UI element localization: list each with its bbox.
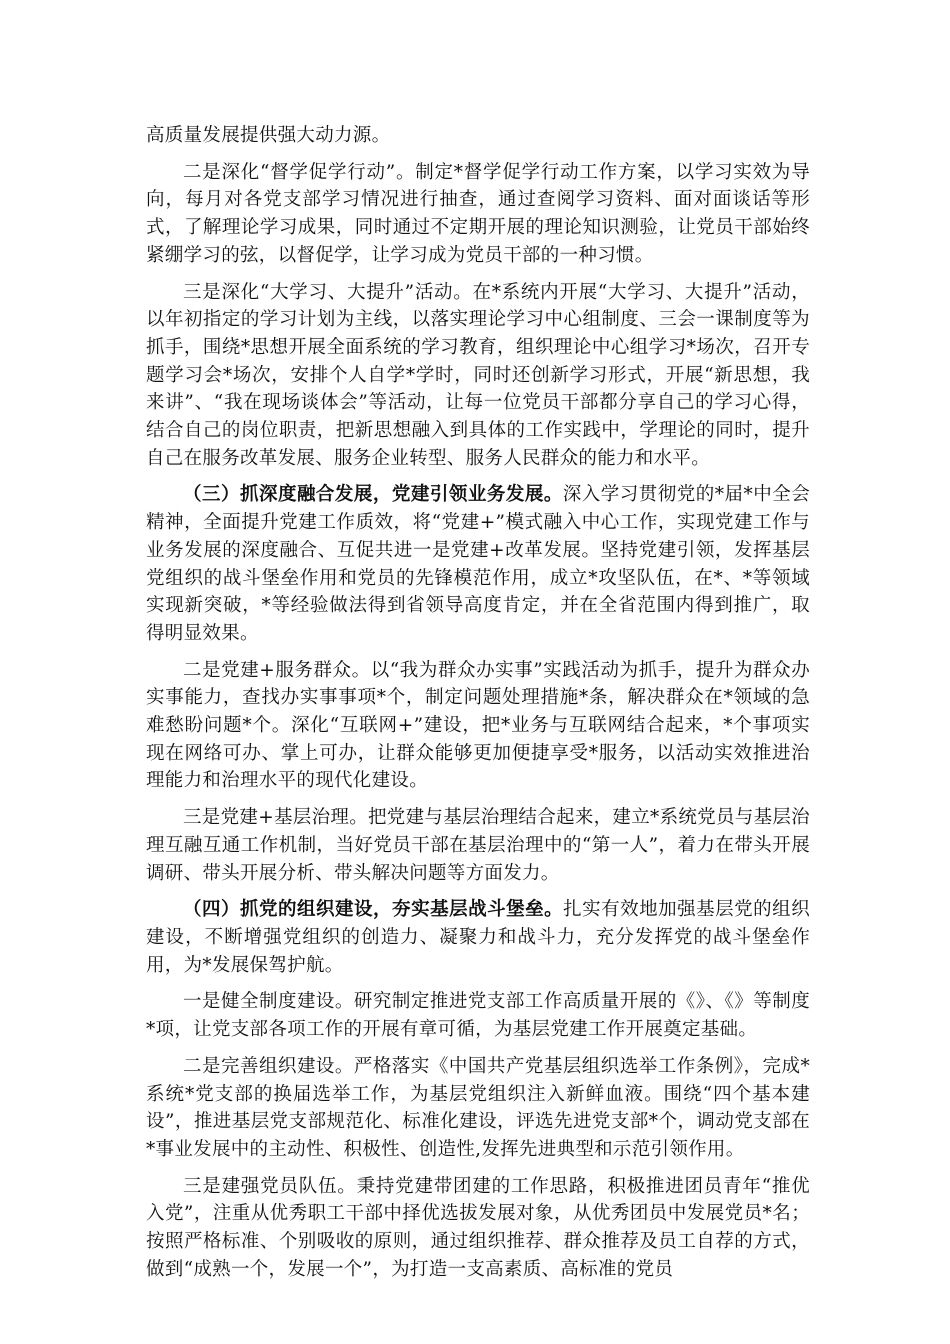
- section-paragraph: [146, 481, 810, 647]
- document-body: [146, 122, 810, 1283]
- paragraph-text: 三是建强党员队伍。秉持党建带团建的工作思路，积极推进团员青年“推优入党”，注重从优秀职工干部中择优选拔发展对象，从优秀团员中发展党员*名；按照严格标准、个别吸收的原则，通过组织推荐、群众推荐及员工自荐的方式，做到“成熟一个，发展一个”，为打造一支高素质、高标准的党员: [146, 1175, 810, 1280]
- section-paragraph: [146, 896, 810, 979]
- paragraph-text: 二是深化“督学促学行动”。制定*督学促学行动工作方案，以学习实效为导向，每月对各党支部学习情况进行抽查，通过查阅学习资料、面对面谈话等形式，了解理论学习成果，同时通过不定期开展的理论知识测验，让党员干部始终紧绷学习的弦，以督促学，让学习成为党员干部的一种习惯。: [146, 161, 810, 266]
- paragraph-text: 二是党建+服务群众。以“我为群众办实事”实践活动为抓手，提升为群众办实事能力，查找办实事事项*个，制定问题处理措施*条，解决群众在*领域的急难愁盼问题*个。深化“互联网+”建设，把*业务与互联网结合起来，*个事项实现在网络可办、掌上可办，让群众能够更加便捷享受*服务，以活动实效推进治理能力和治理水平的现代化建设。: [146, 659, 810, 792]
- paragraph: [146, 804, 810, 887]
- paragraph-text: 三是党建+基层治理。把党建与基层治理结合起来，建立*系统党员与基层治理互融互通工作机制，当好党员干部在基层治理中的“第一人”，着力在带头开展调研、带头开展分析、带头解决问题等方面发力。: [146, 807, 810, 884]
- paragraph: [146, 988, 810, 1043]
- section-heading: （三）抓深度融合发展，党建引领业务发展。: [183, 484, 563, 506]
- paragraph-text: 一是健全制度建设。研究制定推进党支部工作高质量开展的《》、《》等制度*项，让党支部各项工作的开展有章可循，为基层党建工作开展奠定基础。: [146, 991, 810, 1041]
- section-heading: （四）抓党的组织建设，夯实基层战斗堡垒。: [183, 899, 564, 921]
- paragraph: [146, 279, 810, 473]
- paragraph-text: 二是完善组织建设。严格落实《中国共产党基层组织选举工作条例》，完成*系统*党支部的换届选举工作，为基层党组织注入新鲜血液。围绕“四个基本建设”，推进基层党支部规范化、标准化建设，评选先进党支部*个，调动党支部在*事业发展中的主动性、积极性、创造性,发挥先进典型和示范引领作用。: [146, 1055, 810, 1160]
- paragraph: [146, 1173, 810, 1284]
- paragraph-text: 三是深化“大学习、大提升”活动。在*系统内开展“大学习、大提升”活动，以年初指定的学习计划为主线，以落实理论学习中心组制度、三会一课制度等为抓手，围绕*思想开展全面系统的学习教育，组织理论中心组学习*场次，召开专题学习会*场次，安排个人自学*学时，同时还创新学习形式，开展“新思想，我来讲”、“我在现场谈体会”等活动，让每一位党员干部都分享自己的学习心得，结合自己的岗位职责，把新思想融入到具体的工作实践中，学理论的同时，提升自己在服务改革发展、服务企业转型、服务人民群众的能力和水平。: [146, 281, 810, 469]
- paragraph-text: 高质量发展提供强大动力源。: [146, 125, 391, 146]
- paragraph-text: 扎实有效地加强基层党的组织建设，不断增强党组织的创造力、凝聚力和战斗力，充分发挥党的战斗堡垒作用，为*发展保驾护航。: [146, 899, 810, 976]
- paragraph: [146, 657, 810, 796]
- paragraph-continuation: [146, 122, 810, 150]
- paragraph-text: 深入学习贯彻党的*届*中全会精神，全面提升党建工作质效，将“党建+”模式融入中心工作，实现党建工作与业务发展的深度融合、互促共进一是党建+改革发展。坚持党建引领，发挥基层党组织的战斗堡垒作用和党员的先锋模范作用，成立*攻坚队伍，在*、*等领域实现新突破，*等经验做法得到省领导高度肯定，并在全省范围内得到推广，取得明显效果。: [146, 484, 810, 644]
- paragraph: [146, 159, 810, 270]
- paragraph: [146, 1053, 810, 1164]
